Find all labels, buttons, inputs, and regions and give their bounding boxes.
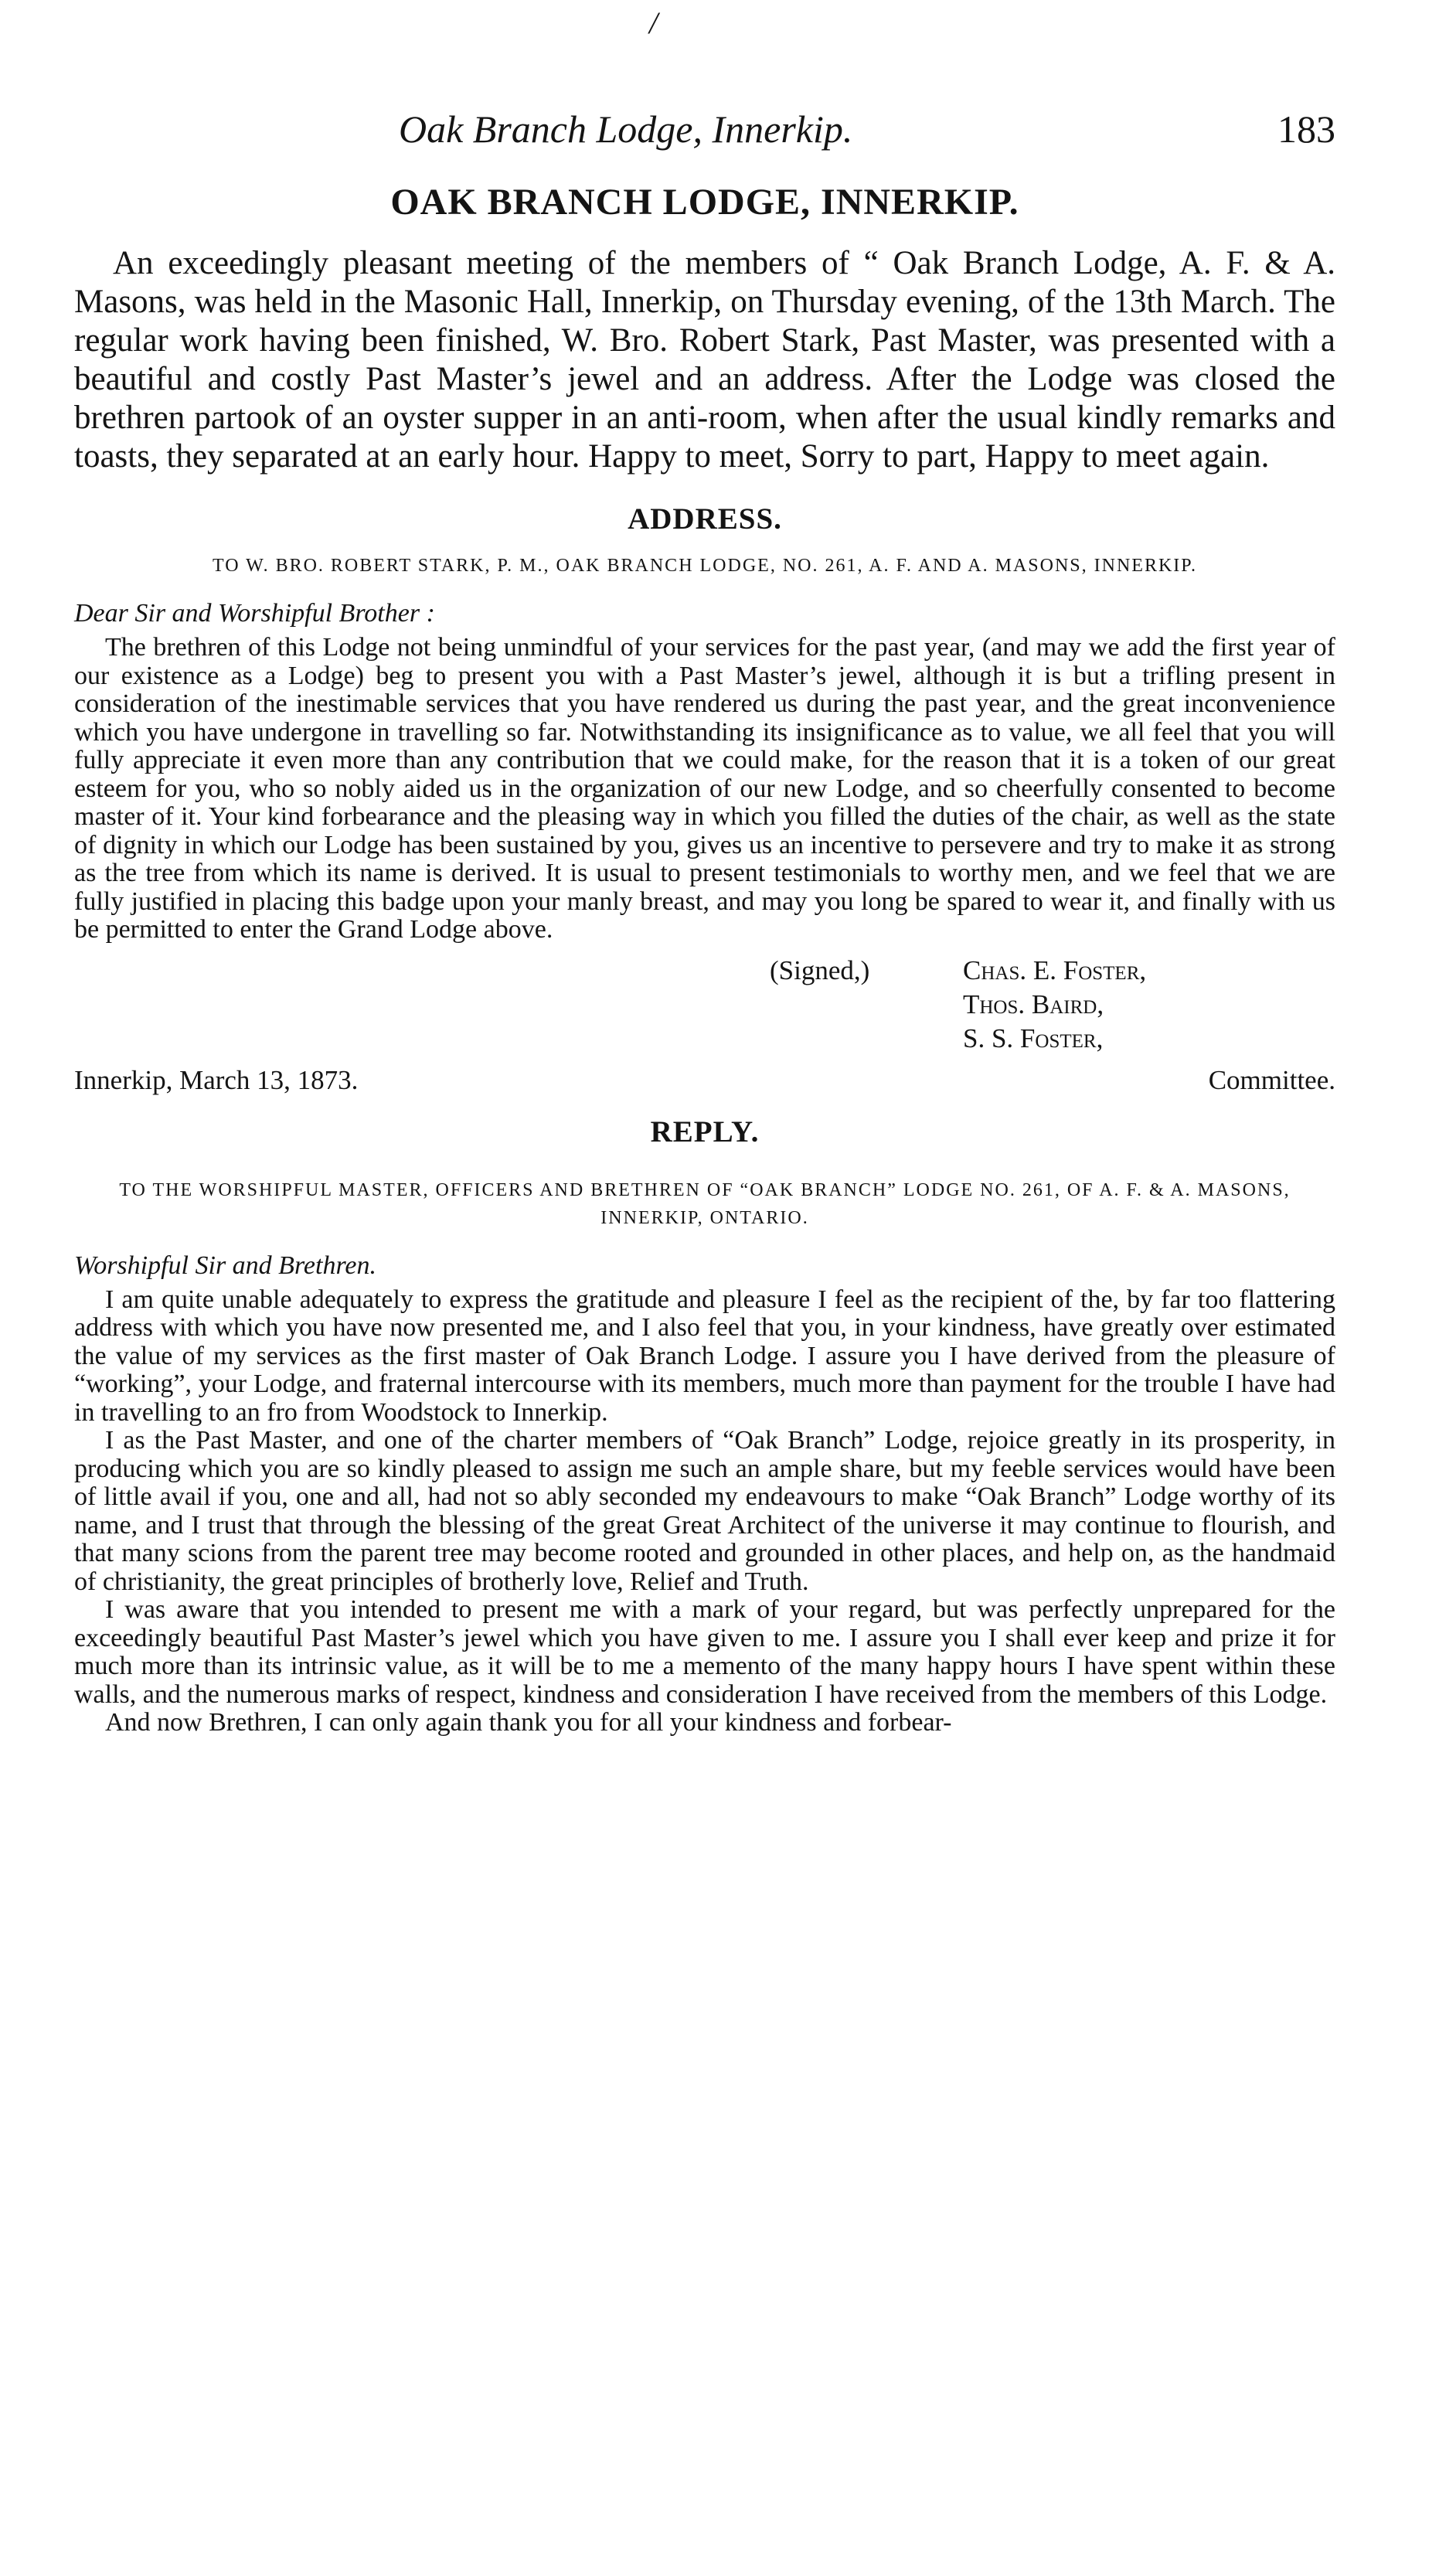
committee-label: Committee. bbox=[1208, 1064, 1335, 1095]
address-heading: ADDRESS. bbox=[628, 502, 782, 536]
page-number: 183 bbox=[1277, 107, 1335, 151]
address-salutation: Dear Sir and Worshipful Brother : bbox=[74, 599, 435, 628]
signed-label: (Signed,) bbox=[770, 955, 870, 985]
stray-ink-mark: / bbox=[649, 5, 658, 40]
signatory-name: Thos. Baird, bbox=[963, 989, 1104, 1019]
signatory-name: Chas. E. Foster, bbox=[963, 955, 1147, 985]
reply-heading: REPLY. bbox=[650, 1114, 760, 1148]
address-body-block bbox=[74, 634, 1335, 944]
address-recipient: TO W. BRO. ROBERT STARK, P. M., OAK BRANCH LODGE, NO. 261, A. F. AND A. MASONS, INNERKIP. bbox=[213, 556, 1197, 576]
article-heading: OAK BRANCH LODGE, INNERKIP. bbox=[390, 182, 1019, 223]
running-title: Oak Branch Lodge, Innerkip. bbox=[399, 107, 853, 151]
reply-body-block bbox=[74, 1286, 1335, 1737]
article-intro-paragraph: An exceedingly pleasant meeting of the members of “ Oak Branch Lodge, A. F. & A. Masons, was held in the Masonic Hall, Innerkip, on Thursday evening, of the 13th March. The regular work having been finished, W. Bro. Robert Stark, Past Master, was presented with a beautiful and costly Past Master’s jewel and an address. After the Lodge was closed the brethren partook of an oyster supper in an anti-room, when after the usual kindly remarks and toasts, they separated at an early hour. Happy to meet, Sorry to part, Happy to meet again. bbox=[74, 245, 1335, 475]
reply-paragraph: And now Brethren, I can only again thank you for all your kindness and forbear- bbox=[105, 1708, 952, 1737]
reply-paragraph: I was aware that you intended to present me with a mark of your regard, but was perfectly unprepared for the exceedingly beautiful Past Master’s jewel which you have given to me. I assure you I shall ever keep and prize it for much more than its intrinsic value, as it will be to me a memento of the many happy hours I have spent within these walls, and the numerous marks of respect, kindness and consideration I have received from the members of this Lodge. bbox=[74, 1595, 1335, 1709]
signatory-name: S. S. Foster, bbox=[963, 1023, 1104, 1053]
running-head bbox=[74, 107, 1335, 153]
reply-paragraph: I as the Past Master, and one of the charter members of “Oak Branch” Lodge, rejoice greatly in its prosperity, in producing which you are so kindly pleased to assign me such an ample share, but my feeble services would have been of little avail if you, one and all, had not so ably seconded my endeavours to make “Oak Branch” Lodge worthy of its name, and I trust that through the blessing of the great Great Architect of the universe it may continue to flourish, and that many scions from the parent tree may become rooted and grounded in other places, and help on, as the handmaid of christianity, the great principles of brotherly love, Relief and Truth. bbox=[74, 1426, 1335, 1596]
reply-recipient: TO THE WORSHIPFUL MASTER, OFFICERS AND BRETHREN OF “OAK BRANCH” LODGE NO. 261, OF A. F. & A. MASONS, INNERKIP, ONTARIO. bbox=[119, 1179, 1291, 1228]
reply-paragraph: I am quite unable adequately to express the gratitude and pleasure I feel as the recipient of the, by far too flattering address with which you have now presented me, and I also feel that you, in your kindness, have greatly over estimated the value of my services as the first master of Oak Branch Lodge. I assure you I have derived from the pleasure of “working”, your Lodge, and fraternal intercourse with its members, much more than payment for the trouble I have had in travelling to an fro from Woodstock to Innerkip. bbox=[74, 1285, 1335, 1427]
signature-block bbox=[74, 955, 1335, 1114]
article-intro-block bbox=[74, 244, 1335, 476]
address-body-paragraph: The brethren of this Lodge not being unmindful of your services for the past year, (and may we add the first year of our existence as a Lodge) beg to present you with a Past Master’s jewel, although it is but a trifling present in consideration of the inestimable services that you have rendered us during the past year, and the great inconvenience which you have undergone in travelling so far. Notwithstanding its insignificance as to value, we all feel that you will fully appreciate it even more than any contribution that we could make, for the reason that it is a token of our great esteem for you, who so nobly aided us in the organization of our new Lodge, and so cheerfully consented to become master of it. Your kind forbearance and the pleasing way in which you filled the duties of the chair, as well as the state of dignity in which our Lodge has been sustained by you, gives us an incentive to persevere and try to make it as strong as the tree from which its name is derived. It is usual to present testimonials to worthy men, and we feel that we are fully justified in placing this badge upon your manly breast, and may you long be spared to wear it, and finally with us be permitted to enter the Grand Lodge above. bbox=[74, 633, 1335, 944]
reply-salutation: Worshipful Sir and Brethren. bbox=[74, 1251, 377, 1280]
place-date-line: Innerkip, March 13, 1873. bbox=[74, 1064, 359, 1095]
content-flow bbox=[74, 178, 1335, 1737]
